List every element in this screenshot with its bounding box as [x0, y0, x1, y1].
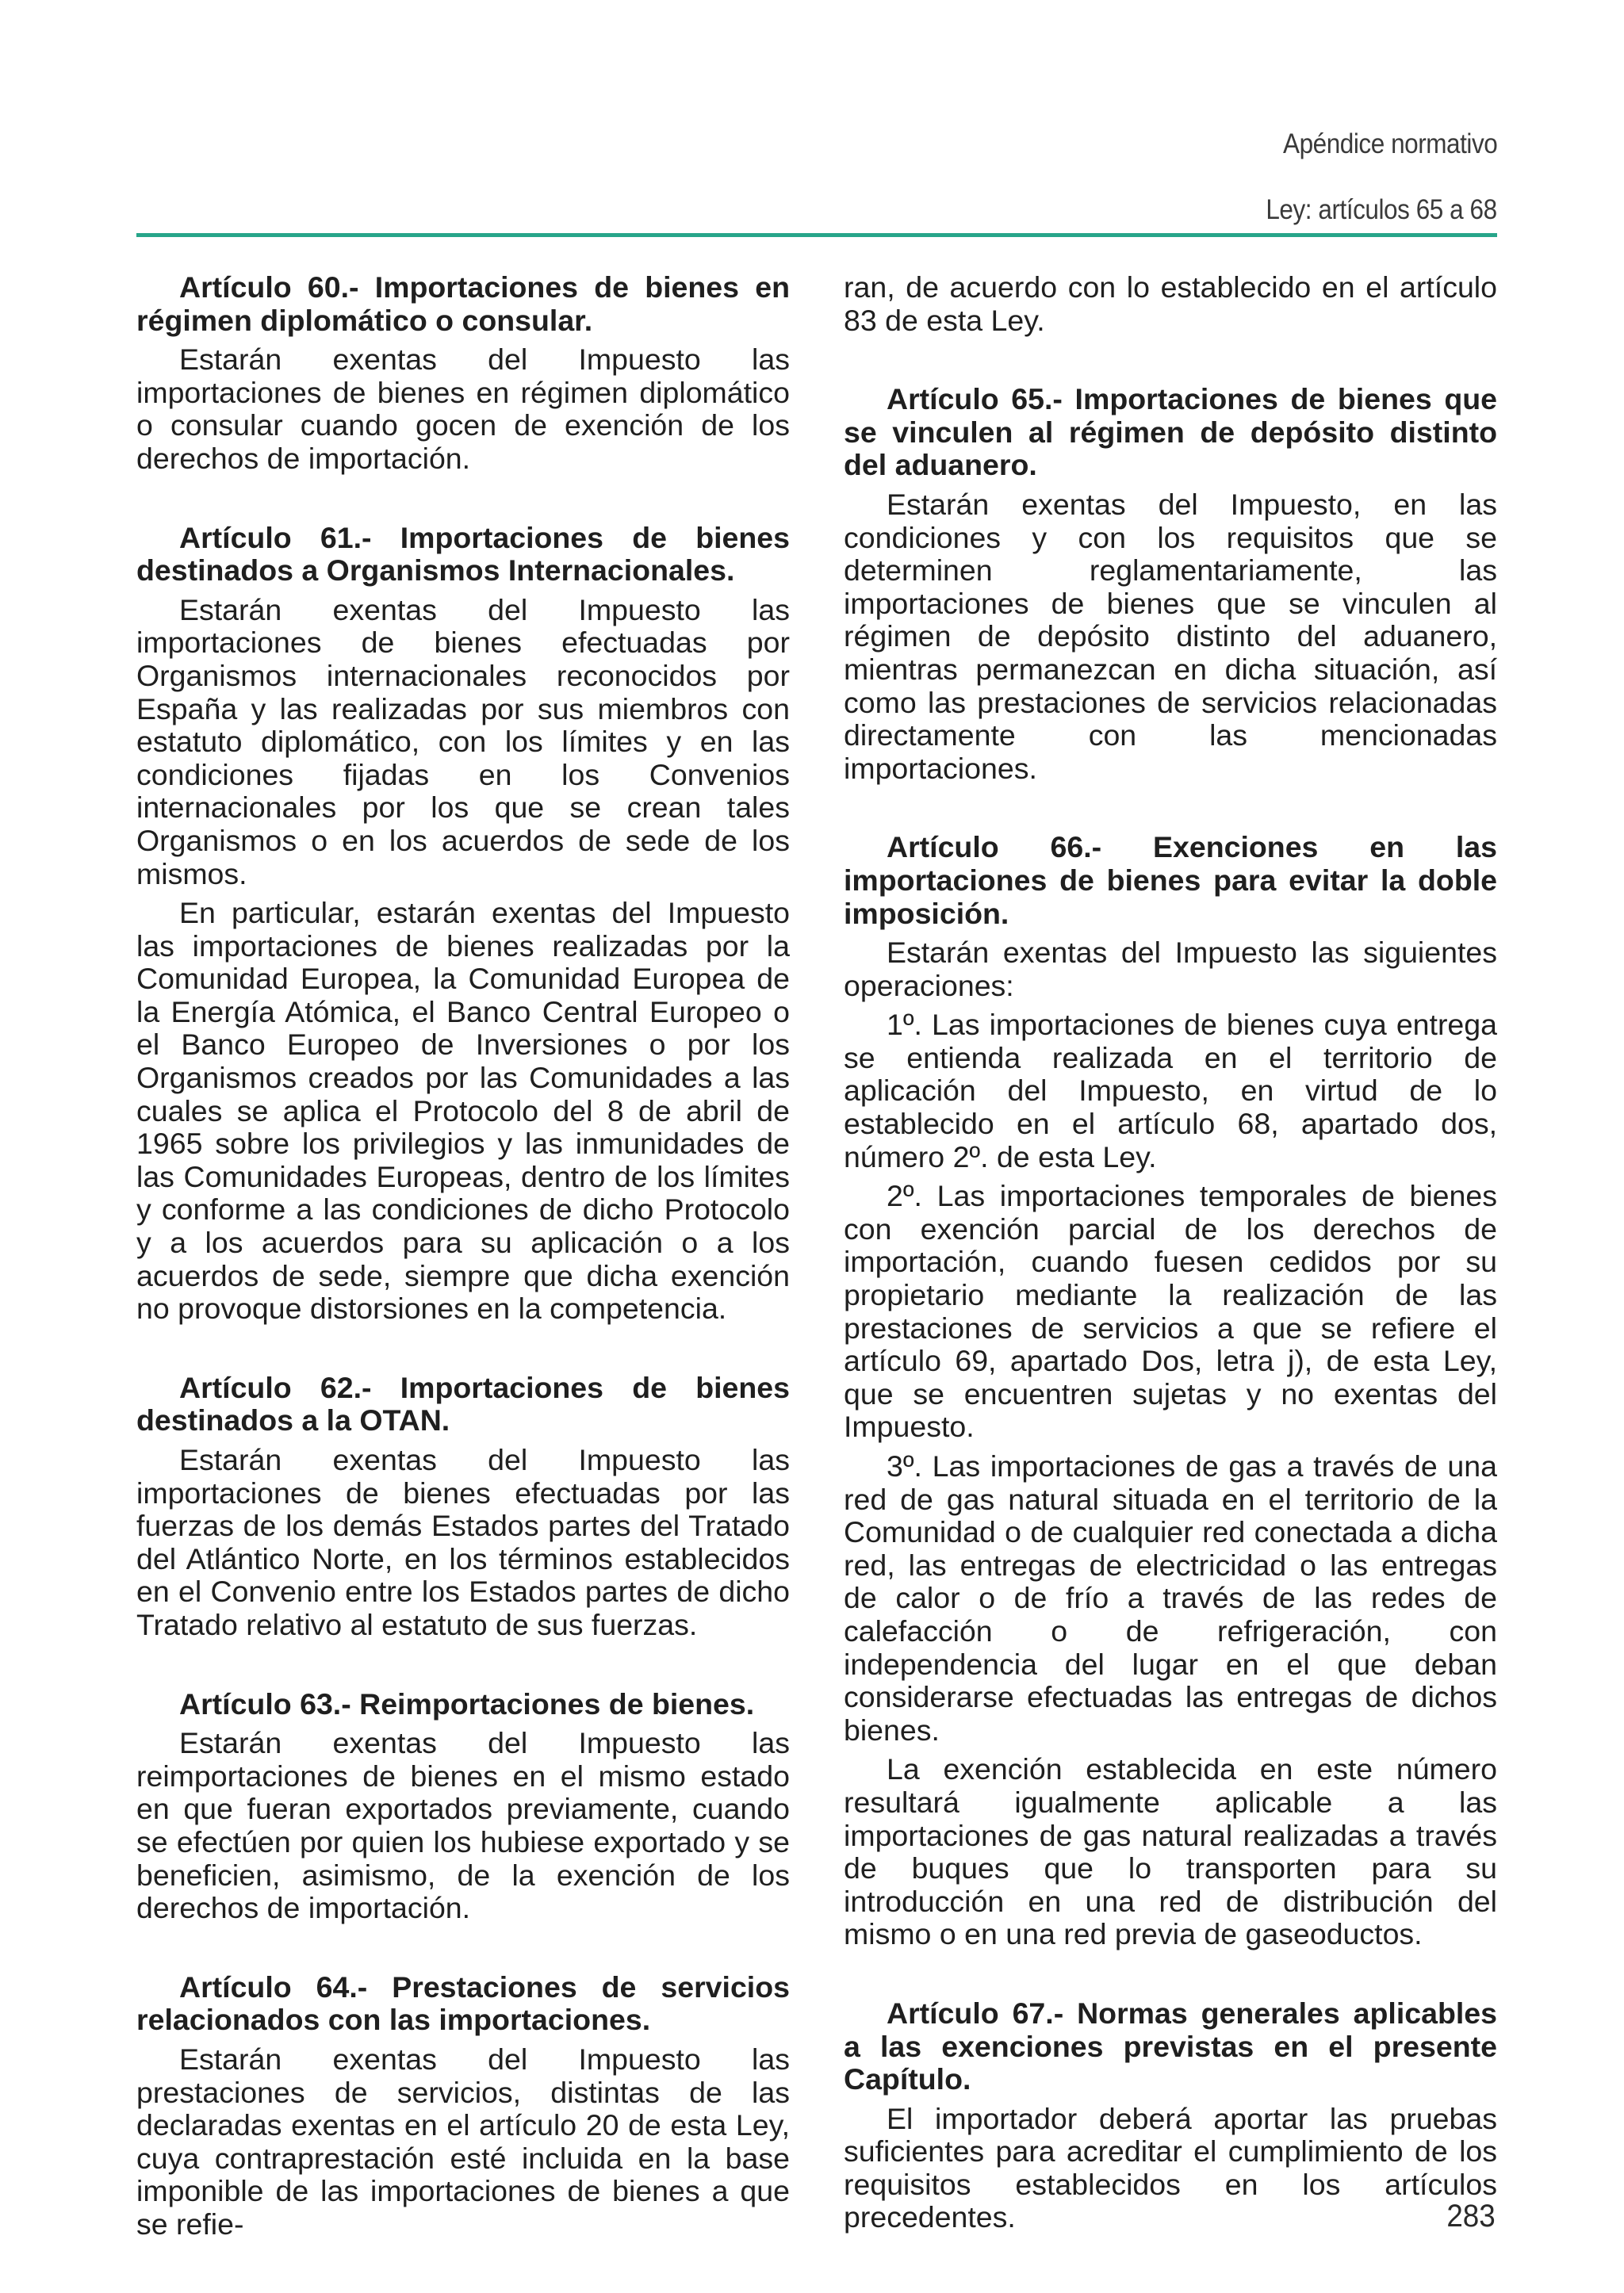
left-column — [136, 271, 790, 2247]
article-66-paragraph-1: Estarán exentas del Impuesto las siguientes operaciones: — [844, 936, 1497, 1002]
section-gap — [844, 791, 1497, 831]
article-67-paragraph: El importador deberá aportar las pruebas suficientes para acreditar el cumplimiento de los requisitos establecidos en los artículos precedentes. — [844, 2101, 1497, 2234]
article-61-paragraph-2: En particular, estarán exentas del Impuesto las importaciones de bienes realizadas por la Comunidad Europea, la Comunidad Europea de la Energía Atómica, el Banco Central Europeo o el Banco Europeo de Inversiones o por los Organismos creados por las Comunidades a las cuales se aplica el Protocolo del 8 de abril de 1965 sobre los privilegios y las inmunidades de las Comunidades Europeas, dentro de los límites y conforme a las condiciones de dicho Protocolo y a los acuerdos para su aplicación o a los acuerdos de sede, siempre que dicha exención no provoque distorsiones en la competencia. — [136, 896, 790, 1326]
running-head-subsection: Ley: artículos 65 a 68 — [1266, 194, 1497, 225]
article-65-paragraph: Estarán exentas del Impuesto, en las condiciones y con los requisitos que se determinen reglamentariamente, las importaciones de bienes que se vinculen al régimen de depósito distinto del aduanero, mientras permanezcan en dicha situación, así como las prestaciones de servicios relacionadas directamente con las mencionadas importaciones. — [844, 487, 1497, 785]
article-66-paragraph-3: 2º. Las importaciones temporales de bienes con exención parcial de los derechos de importación, cuando fuesen cedidos por su propietario mediante la realización de las prestaciones de servicios a que se refiere el artículo 69, apartado Dos, letra j), de esta Ley, que se encuentren sujetas y no exentas del Impuesto. — [844, 1179, 1497, 1444]
article-62-title: Artículo 62.- Importaciones de bienes destinados a la OTAN. — [136, 1370, 790, 1437]
article-61-paragraph-1: Estarán exentas del Impuesto las importaciones de bienes efectuadas por Organismos internacionales reconocidos por España y las realizadas por sus miembros con estatuto diplomático, con los límites y en las condiciones fijadas en los Convenios internacionales por los que se crean tales Organismos o en los acuerdos de sede de los mismos. — [136, 592, 790, 890]
article-62-paragraph: Estarán exentas del Impuesto las importaciones de bienes efectuadas por las fuerzas de los demás Estados partes del Tratado del Atlántico Norte, en los términos establecidos en el Convenio entre los Estados partes de dicho Tratado relativo al estatuto de sus fuerzas. — [136, 1443, 790, 1641]
header-rule — [136, 233, 1497, 237]
section-gap — [136, 1332, 790, 1372]
section-gap — [844, 343, 1497, 383]
article-64-title: Artículo 64.- Prestaciones de servicios relacionados con las importaciones. — [136, 1970, 790, 2037]
article-66-paragraph-5: La exención establecida en este número resultará igualmente aplicable a las importaciones de gas natural realizadas a través de buques que lo transporten para su introducción en una red de distribución del mismo o en una red previa de gaseoductos. — [844, 1752, 1497, 1951]
article-65-title: Artículo 65.- Importaciones de bienes que se vinculen al régimen de depósito distinto del aduanero. — [844, 382, 1497, 482]
section-gap — [136, 1648, 790, 1688]
article-66-title: Artículo 66.- Exenciones en las importaciones de bienes para evitar la doble imposición. — [844, 830, 1497, 930]
article-61-title: Artículo 61.- Importaciones de bienes destinados a Organismos Internacionales. — [136, 520, 790, 588]
article-66-paragraph-4: 3º. Las importaciones de gas a través de una red de gas natural situada en el territorio de la Comunidad o de cualquier red conectada a dicha red, las entregas de electricidad o las entregas de calor o de frío a través de las redes de calefacción o de refrigeración, con independencia del lugar en el que deban considerarse efectuadas las entregas de dichos bienes. — [844, 1449, 1497, 1747]
section-gap — [844, 1958, 1497, 1997]
section-gap — [136, 1931, 790, 1971]
right-column — [844, 271, 1497, 2241]
article-66-paragraph-2: 1º. Las importaciones de bienes cuya entrega se entienda realizada en el territorio de aplicación del Impuesto, en virtud de lo establecido en el artículo 68, apartado dos, número 2º. de esta Ley. — [844, 1008, 1497, 1173]
article-67-title: Artículo 67.- Normas generales aplicables a las exenciones previstas en el presente Capítulo. — [844, 1996, 1497, 2096]
article-64-continuation: ran, de acuerdo con lo establecido en el artículo 83 de esta Ley. — [844, 270, 1497, 337]
article-64-paragraph: Estarán exentas del Impuesto las prestaciones de servicios, distintas de las declaradas exentas en el artículo 20 de esta Ley, cuya contraprestación esté incluida en la base imponible de las importaciones de bienes a que se refie- — [136, 2042, 790, 2241]
article-60-title: Artículo 60.- Importaciones de bienes en régimen diplomático o consular. — [136, 270, 790, 337]
section-gap — [136, 482, 790, 522]
article-60-paragraph: Estarán exentas del Impuesto las importaciones de bienes en régimen diplomático o consular cuando gocen de exención de los derechos de importación. — [136, 343, 790, 475]
article-63-title: Artículo 63.- Reimportaciones de bienes. — [179, 1686, 755, 1721]
article-63-paragraph: Estarán exentas del Impuesto las reimportaciones de bienes en el mismo estado en que fueran exportados previamente, cuando se efectúen por quien los hubiese exportado y se beneficien, asimismo, de la exención de los derechos de importación. — [136, 1726, 790, 1925]
running-head-section: Apéndice normativo — [1282, 128, 1497, 159]
page-number: 283 — [1446, 2199, 1496, 2234]
